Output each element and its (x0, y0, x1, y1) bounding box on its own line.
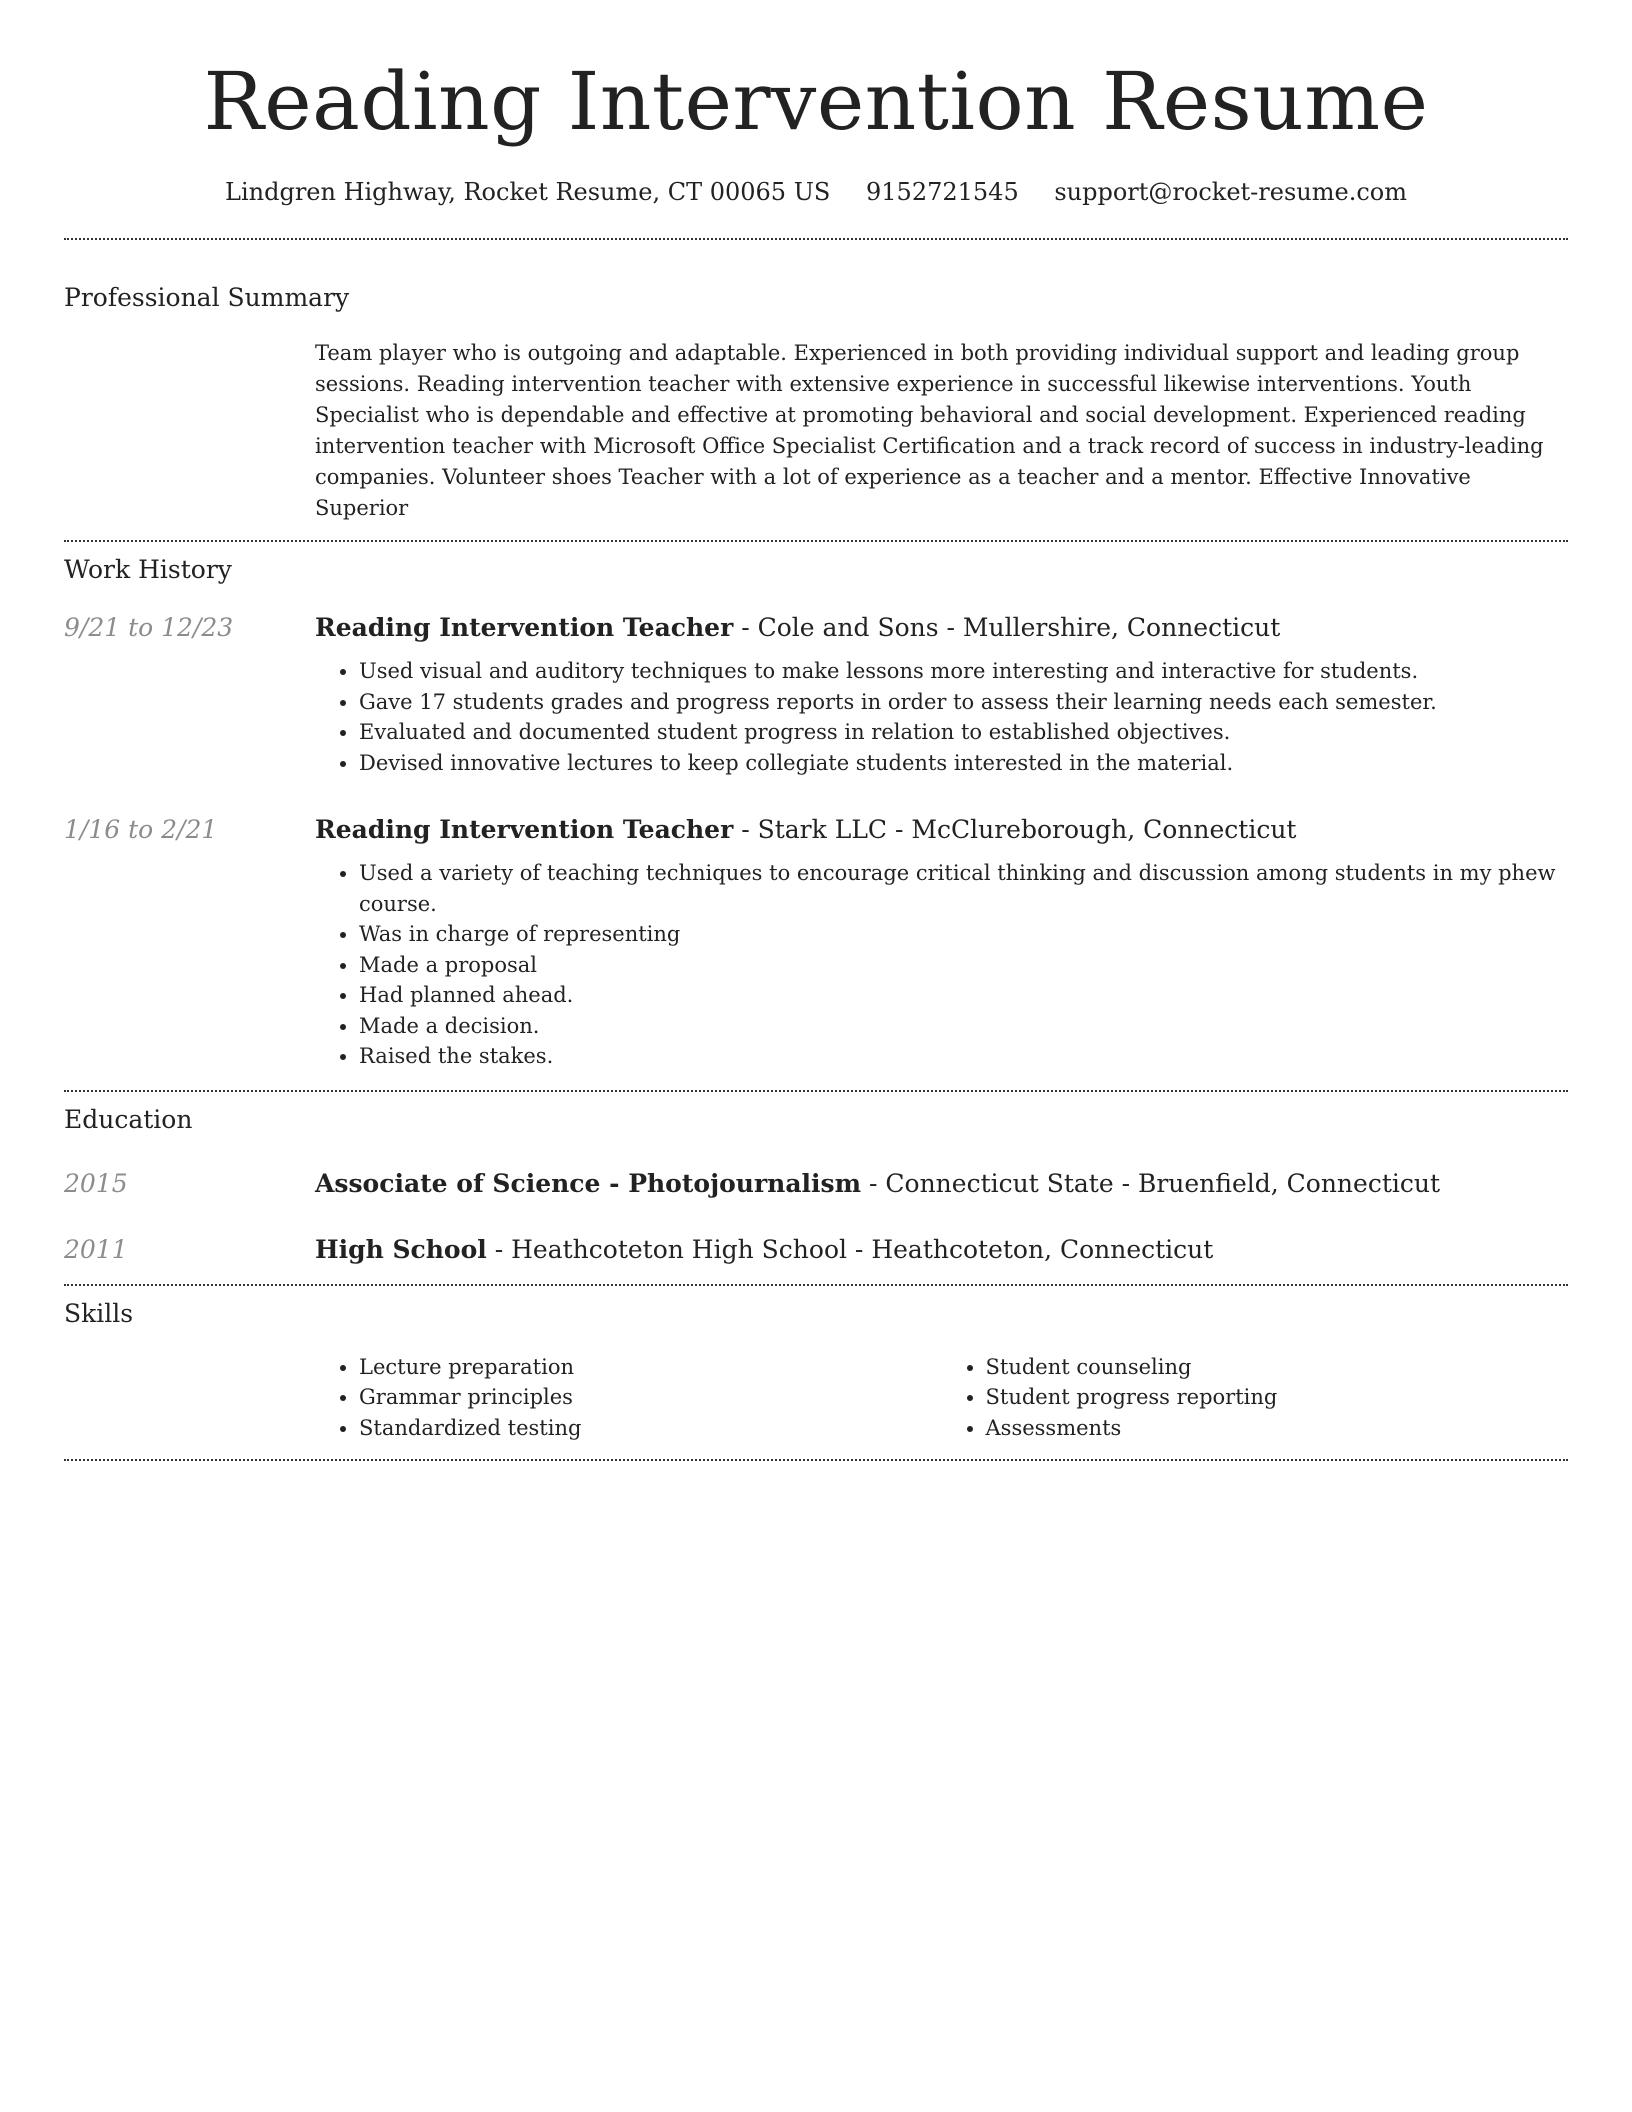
skills-columns (315, 1352, 1568, 1444)
education-entry-details: - Heathcoteton High School - Heathcoteton, Connecticut (486, 1234, 1214, 1264)
work-entry-details: - Cole and Sons - Mullershire, Connecticut (733, 613, 1281, 642)
section-title-summary: Professional Summary (64, 283, 350, 312)
education-entry (64, 1166, 1568, 1202)
education-entry-heading (315, 1166, 1568, 1202)
work-entry-body (315, 812, 1568, 1072)
section-title-education: Education (64, 1104, 193, 1134)
section-title-skills: Skills (64, 1298, 134, 1328)
skill-item: • Lecture preparation (359, 1352, 942, 1383)
work-entry-date: 1/16 to 2/21 (64, 815, 218, 844)
work-entry (64, 812, 1568, 1072)
skills-column-right (942, 1352, 1569, 1444)
section-divider (64, 1284, 1568, 1286)
skills-column-left (315, 1352, 942, 1444)
skill-item: • Student counseling (986, 1352, 1569, 1383)
work-entry-bullets (315, 858, 1568, 1072)
list-item: • Was in charge of representing (359, 919, 1568, 950)
work-entry-details: - Stark LLC - McClureborough, Connecticut (733, 815, 1297, 844)
section-divider (64, 540, 1568, 542)
education-entry-details: - Connecticut State - Bruenfield, Connecticut (861, 1168, 1441, 1198)
contact-address: Lindgren Highway, Rocket Resume, CT 00065 US (225, 178, 831, 206)
work-entry-heading (315, 610, 1568, 646)
summary-text: Team player who is outgoing and adaptable. Experienced in both providing individual support and leading group sessions. Reading intervention teacher with extensive experience in successful likewise interventions. Youth Specialist who is dependable and effective at promoting behavioral and social development. Experienced reading intervention teacher with Microsoft Office Specialist Certification and a track record of success in industry-leading companies. Volunteer shoes Teacher with a lot of experience as a teacher and a mentor. Effective Innovative Superior (315, 341, 1544, 520)
list-item: • Made a proposal (359, 950, 1568, 981)
list-item: • Used visual and auditory techniques to make lessons more interesting and interactive for students. (359, 656, 1568, 687)
list-item: • Had planned ahead. (359, 980, 1568, 1011)
list-item: • Gave 17 students grades and progress reports in order to assess their learning needs each semester. (359, 687, 1568, 718)
education-entry-date: 2011 (64, 1234, 128, 1264)
contact-phone: 9152721545 (866, 178, 1019, 206)
education-entry-body (315, 1166, 1568, 1202)
work-entry-bullets (315, 656, 1568, 778)
skills-section (64, 1296, 1568, 1460)
list-item: • Used a variety of teaching techniques to encourage critical thinking and discussion among students in my phew course. (359, 858, 1568, 919)
work-entry (64, 610, 1568, 778)
work-entry-role: Reading Intervention Teacher (315, 815, 734, 844)
education-entry-date: 2015 (64, 1168, 128, 1198)
work-entry-body (315, 610, 1568, 778)
skill-item: • Grammar principles (359, 1382, 942, 1413)
skill-item: • Assessments (986, 1413, 1569, 1444)
list-item: • Devised innovative lectures to keep collegiate students interested in the material. (359, 748, 1568, 779)
contact-email: support@rocket-resume.com (1054, 178, 1407, 206)
contact-line (64, 174, 1568, 210)
skill-item: • Student progress reporting (986, 1382, 1569, 1413)
list-item: • Made a decision. (359, 1011, 1568, 1042)
section-title-work: Work History (64, 555, 232, 584)
education-entry-body (315, 1232, 1568, 1268)
list-item: • Raised the stakes. (359, 1041, 1568, 1072)
education-section (64, 1102, 1568, 1284)
work-history-section (64, 552, 1568, 1090)
section-divider (64, 1459, 1568, 1461)
section-divider (64, 238, 1568, 240)
work-entry-role: Reading Intervention Teacher (315, 613, 734, 642)
work-entry-date: 9/21 to 12/23 (64, 613, 234, 642)
education-entry-heading (315, 1232, 1568, 1268)
skill-item: • Standardized testing (359, 1413, 942, 1444)
professional-summary-section (64, 280, 1568, 540)
education-entry-degree: High School (315, 1234, 487, 1264)
list-item: • Evaluated and documented student progress in relation to established objectives. (359, 717, 1568, 748)
education-entry-degree: Associate of Science - Photojournalism (315, 1168, 862, 1198)
resume-title: Reading Intervention Resume (203, 55, 1429, 148)
section-divider (64, 1090, 1568, 1092)
education-entry (64, 1232, 1568, 1268)
work-entry-heading (315, 812, 1568, 848)
